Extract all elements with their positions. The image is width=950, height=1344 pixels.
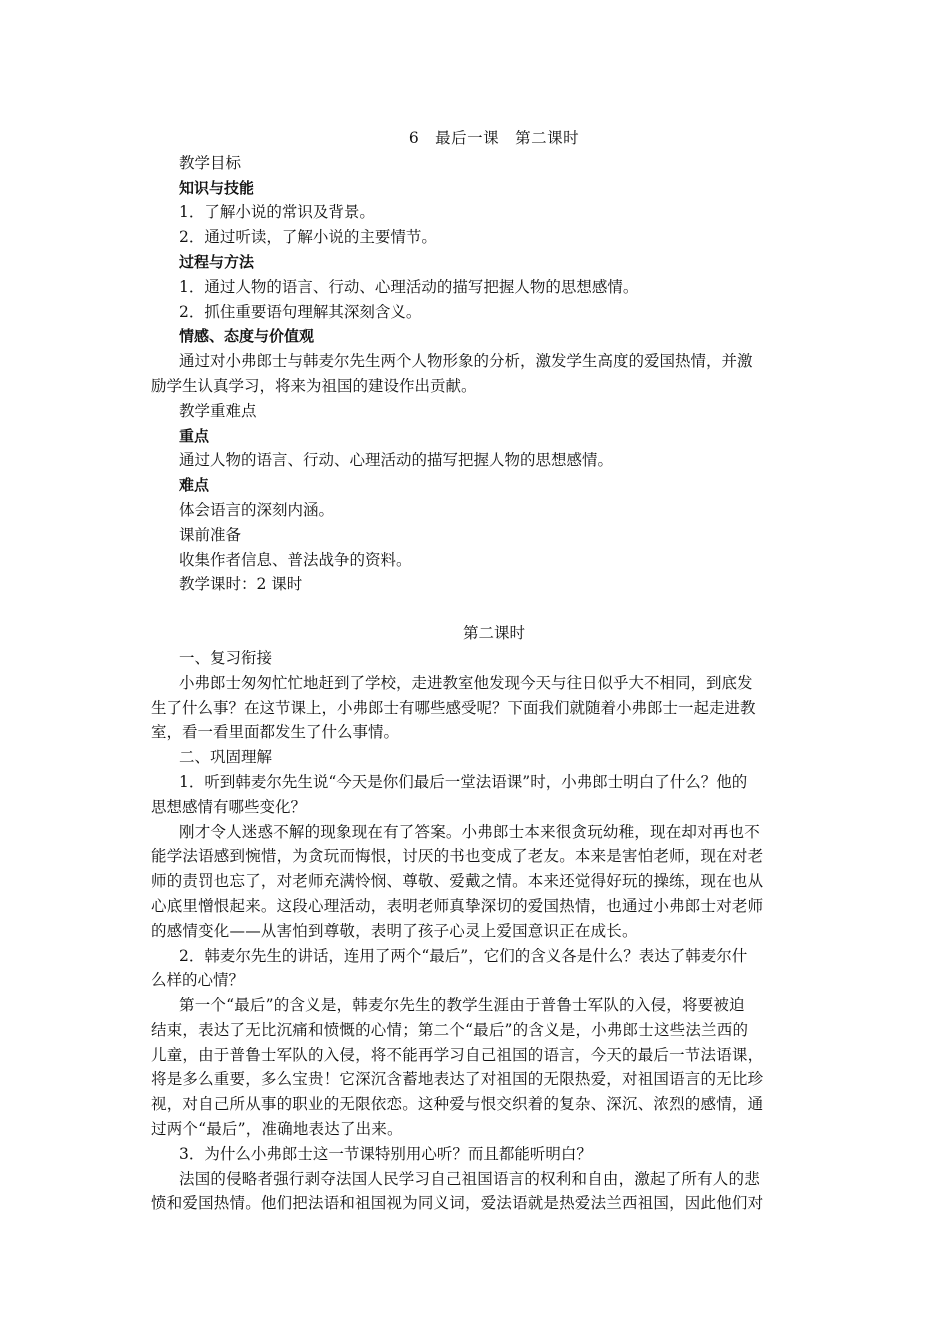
process-heading: 过程与方法 bbox=[179, 252, 255, 271]
emotion-heading: 情感、态度与价值观 bbox=[179, 327, 315, 346]
hard-heading: 难点 bbox=[179, 476, 210, 495]
hours-text: 教学课时：2 课时 bbox=[179, 575, 303, 594]
a1-line-2: 能学法语感到惋惜，为贪玩而悔恨，讨厌的书也变成了老友。本来是害怕老师，现在对老 bbox=[151, 847, 764, 866]
goals-heading: 教学目标 bbox=[179, 153, 242, 172]
section-spacer bbox=[179, 597, 809, 621]
document-body bbox=[151, 126, 809, 1216]
a2-line-2: 结束，表达了无比沉痛和愤慨的心情；第二个“最后”的含义是，小弗郎士这些法兰西的 bbox=[151, 1020, 749, 1039]
prep-text: 收集作者信息、普法战争的资料。 bbox=[179, 550, 412, 569]
hard-text: 体会语言的深刻内涵。 bbox=[179, 500, 335, 519]
prep-heading: 课前准备 bbox=[179, 525, 242, 544]
a2-line-5: 视，对自己所从事的职业的无限依恋。这种爱与恨交织着的复杂、深沉、浓烈的感情，通 bbox=[151, 1095, 764, 1114]
q3-line-1: 3．为什么小弗郎士这一节课特别用心听？而且都能听明白？ bbox=[179, 1144, 592, 1163]
q2-line-1: 2．韩麦尔先生的讲话，连用了两个“最后”，它们的含义各是什么？表达了韩麦尔什 bbox=[179, 946, 748, 965]
lesson-title: 6 最后一课 第二课时 bbox=[408, 129, 580, 147]
emotion-text-line-2: 励学生认真学习，将来为祖国的建设作出贡献。 bbox=[151, 376, 477, 395]
a3-line-1: 法国的侵略者强行剥夺法国人民学习自己祖国语言的权利和自由，激起了所有人的悲 bbox=[179, 1169, 760, 1188]
a2-line-4: 将是多么重要，多么宝贵！它深沉含蓄地表达了对祖国的无限热爱，对祖国语言的无比珍 bbox=[151, 1070, 764, 1089]
process-item-1: 1．通过人物的语言、行动、心理活动的描写把握人物的思想感情。 bbox=[179, 277, 639, 296]
a2-line-1: 第一个“最后”的含义是，韩麦尔先生的教学生涯由于普鲁士军队的入侵，将要被迫 bbox=[179, 996, 745, 1015]
knowledge-heading: 知识与技能 bbox=[179, 178, 255, 197]
a2-line-3: 儿童，由于普鲁士军队的入侵，将不能再学习自己祖国的语言，今天的最后一节法语课， bbox=[151, 1045, 764, 1064]
a1-line-5: 的感情变化——从害怕到尊敬，表明了孩子心灵上爱国意识正在成长。 bbox=[151, 921, 638, 940]
a2-line-6: 过两个“最后”，准确地表达了出来。 bbox=[151, 1120, 403, 1139]
part1-line-3: 室，看一看里面都发生了什么事情。 bbox=[151, 723, 400, 742]
part1-heading: 一、复习衔接 bbox=[179, 648, 273, 667]
a1-line-1: 刚才令人迷惑不解的现象现在有了答案。小弗郎士本来很贪玩幼稚，现在却对再也不 bbox=[179, 822, 760, 841]
a1-line-4: 心底里憎恨起来。这段心理活动，表明老师真挚深切的爱国热情，也通过小弗郎士对老师 bbox=[151, 896, 764, 915]
difficulty-heading: 教学重难点 bbox=[179, 401, 257, 420]
a1-line-3: 师的责罚也忘了，对老师充满怜悯、尊敬、爱戴之情。本来还觉得好玩的操练，现在也从 bbox=[151, 872, 764, 891]
q2-line-2: 么样的心情？ bbox=[151, 971, 245, 990]
knowledge-item-1: 1．了解小说的常识及背景。 bbox=[179, 203, 375, 222]
part1-line-2: 生了什么事？在这节课上，小弗郎士有哪些感受呢？下面我们就随着小弗郎士一起走进教 bbox=[151, 698, 756, 717]
q1-line-2: 思想感情有哪些变化？ bbox=[151, 797, 307, 816]
part1-line-1: 小弗郎士匆匆忙忙地赶到了学校，走进教室他发现今天与往日似乎大不相同，到底发 bbox=[179, 673, 753, 692]
knowledge-item-2: 2．通过听读，了解小说的主要情节。 bbox=[179, 228, 437, 247]
emotion-text-line-1: 通过对小弗郎士与韩麦尔先生两个人物形象的分析，激发学生高度的爱国热情，并激 bbox=[179, 352, 753, 371]
section-title: 第二课时 bbox=[462, 624, 525, 643]
part2-heading: 二、巩固理解 bbox=[179, 748, 273, 767]
key-text: 通过人物的语言、行动、心理活动的描写把握人物的思想感情。 bbox=[179, 451, 614, 470]
process-item-2: 2．抓住重要语句理解其深刻含义。 bbox=[179, 302, 422, 321]
q1-line-1: 1．听到韩麦尔先生说“今天是你们最后一堂法语课”时，小弗郎士明白了什么？他的 bbox=[179, 772, 748, 791]
a3-line-2: 愤和爱国热情。他们把法语和祖国视为同义词，爱法语就是热爱法兰西祖国，因此他们对 bbox=[151, 1194, 764, 1213]
key-heading: 重点 bbox=[179, 426, 210, 445]
